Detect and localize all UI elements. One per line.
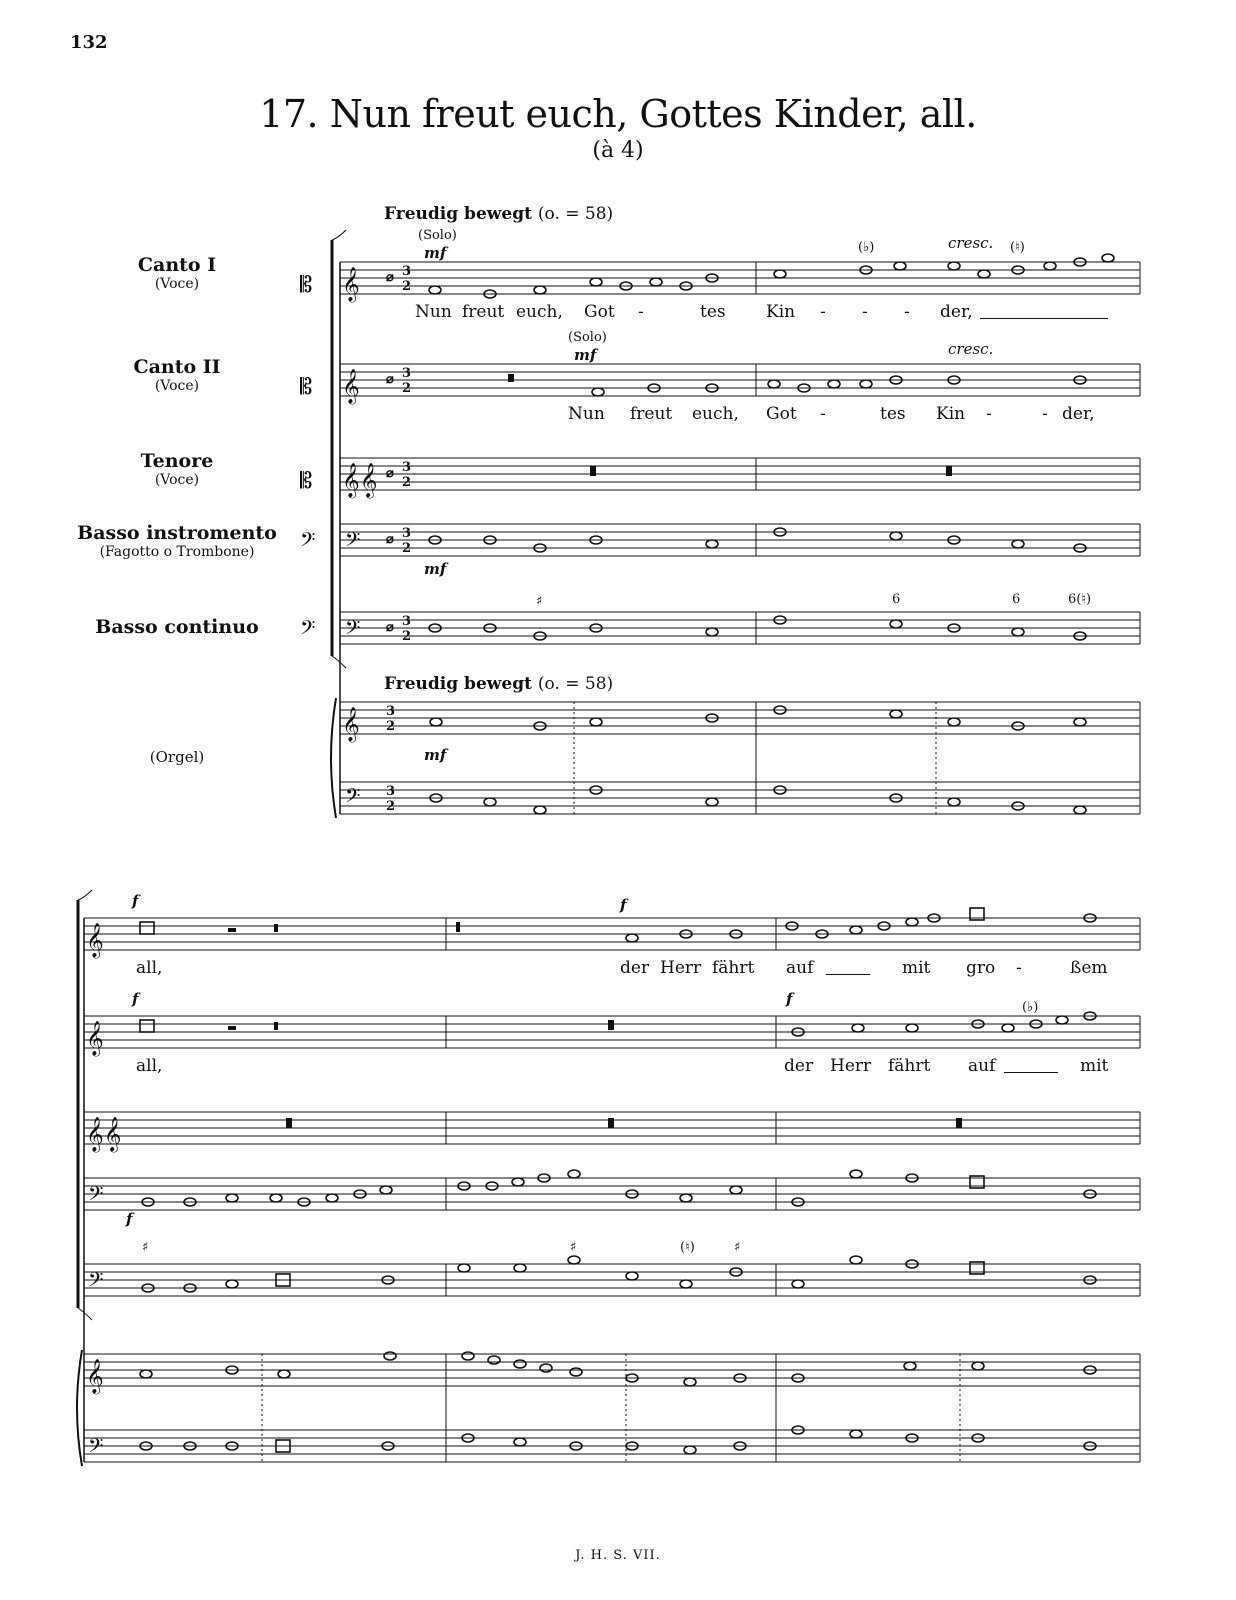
natural-marking-canto-1: (♮)	[1010, 240, 1025, 255]
svg-text:𝄞𝄞: 𝄞𝄞	[342, 463, 378, 498]
lyric-extender-c1	[980, 318, 1108, 319]
lyric-s1-c2-3: Got	[766, 404, 797, 424]
lyric-s1-c1-1: freut	[462, 302, 505, 322]
svg-text:𝄞: 𝄞	[342, 369, 360, 404]
svg-text:𝄡: 𝄡	[300, 469, 313, 494]
svg-text:3: 3	[402, 366, 412, 381]
flat-marking-canto-2: (♭)	[1022, 1000, 1039, 1015]
figure-6-natural: 6(♮)	[1068, 592, 1092, 607]
instrument-label-canto-1: Canto I (Voce)	[137, 254, 217, 292]
flat-marking-canto-1: (♭)	[858, 240, 875, 255]
instrument-label-organ: (Orgel)	[149, 748, 205, 766]
lyric-s2-c1-7: -	[1016, 958, 1022, 978]
staff-tenore	[340, 458, 1140, 490]
lyric-s1-c2-5: tes	[880, 404, 906, 424]
svg-text:𝄢: 𝄢	[88, 1434, 104, 1462]
figure-sharp-s2-b: ♯	[570, 1240, 577, 1255]
svg-text:𝄢: 𝄢	[345, 616, 361, 644]
lyric-s2-c1-8: ßem	[1070, 958, 1108, 978]
svg-text:3: 3	[386, 704, 396, 719]
svg-text:𝄡: 𝄡	[300, 273, 313, 298]
lyric-s2-c2-3: fährt	[888, 1056, 931, 1076]
piece-subtitle: (à 4)	[592, 138, 644, 163]
instrument-label-canto-2: Canto II (Voce)	[133, 356, 221, 394]
svg-text:𝄞𝄞: 𝄞𝄞	[86, 1117, 122, 1152]
staff-s2-canto-1	[84, 918, 1140, 950]
lyric-s1-c1-3: Got	[584, 302, 615, 322]
figure-sharp-s2-c: ♯	[734, 1240, 741, 1255]
instrument-label-basso-continuo: Basso continuo	[95, 616, 259, 638]
lyric-s1-c2-7: -	[986, 404, 992, 424]
svg-text:𝄢: 𝄢	[345, 784, 361, 812]
svg-text:2: 2	[402, 279, 412, 294]
svg-text:3: 3	[402, 264, 412, 279]
lyric-s2-c2-5: mit	[1080, 1056, 1109, 1076]
dynamic-f-canto-2-b: f	[786, 990, 793, 1008]
lyric-s1-c1-10: der,	[940, 302, 973, 322]
lyric-extender-s2-c1	[826, 974, 870, 975]
dynamic-f-canto-2: f	[132, 990, 139, 1008]
instrument-label-tenore: Tenore (Voce)	[140, 450, 214, 488]
lyric-s1-c2-1: freut	[630, 404, 673, 424]
publisher-footer: J. H. S. VII.	[575, 1548, 661, 1563]
tempo-text: Freudig bewegt	[384, 674, 532, 694]
lyric-s1-c1-2: euch,	[516, 302, 563, 322]
staff-s2-basso-instromento	[84, 1178, 1140, 1210]
tempo-metronome: (o. = 58)	[537, 204, 614, 224]
svg-text:⌀: ⌀	[386, 466, 394, 481]
lyric-s2-c1-0: all,	[136, 958, 163, 978]
piece-title: 17. Nun freut euch, Gottes Kinder, all.	[259, 92, 977, 136]
staff-canto-2	[340, 364, 1140, 396]
lyric-s2-c2-2: Herr	[830, 1056, 872, 1076]
lyric-s1-c1-4: -	[638, 302, 644, 322]
dynamic-f-canto-1-b: f	[620, 896, 627, 914]
dynamic-f-basso: f	[126, 1210, 133, 1228]
svg-text:𝄞: 𝄞	[86, 1359, 104, 1394]
svg-text:2: 2	[402, 475, 412, 490]
svg-text:2: 2	[402, 381, 412, 396]
svg-text:𝄢: 𝄢	[300, 528, 316, 556]
lyric-s1-c2-4: -	[820, 404, 826, 424]
lyric-s1-c1-5: tes	[700, 302, 726, 322]
solo-marking-canto-1: (Solo)	[418, 228, 457, 243]
tempo-metronome: (o. = 58)	[537, 674, 614, 694]
svg-text:2: 2	[386, 719, 396, 734]
lyric-s1-c1-8: -	[862, 302, 868, 322]
svg-text:2: 2	[402, 541, 412, 556]
svg-text:𝄞: 𝄞	[86, 1021, 104, 1056]
figure-natural-s2: (♮)	[680, 1240, 695, 1255]
figure-sharp-s2-a: ♯	[142, 1240, 149, 1255]
dynamic-mf-canto-2: mf	[574, 346, 597, 364]
svg-text:⌀: ⌀	[386, 270, 394, 285]
figure-6-a: 6	[892, 592, 901, 607]
cresc-canto-1: cresc.	[948, 234, 994, 252]
lyric-s2-c1-6: gro	[966, 958, 996, 978]
figure-sharp: ♯	[536, 594, 543, 609]
svg-text:𝄞: 𝄞	[342, 267, 360, 302]
svg-text:3: 3	[402, 526, 412, 541]
svg-text:⌀: ⌀	[386, 620, 394, 635]
lyric-s2-c1-1: der	[620, 958, 650, 978]
lyric-s1-c1-9: -	[904, 302, 910, 322]
svg-text:𝄢: 𝄢	[345, 528, 361, 556]
svg-text:⌀: ⌀	[386, 532, 394, 547]
svg-text:𝄞: 𝄞	[342, 707, 360, 742]
svg-text:𝄢: 𝄢	[300, 616, 316, 644]
lyric-s2-c1-3: fährt	[712, 958, 755, 978]
page-number: 132	[70, 32, 108, 53]
solo-marking-canto-2: (Solo)	[568, 330, 607, 345]
lyric-s1-c1-0: Nun	[415, 302, 452, 322]
lyric-s1-c1-7: -	[820, 302, 826, 322]
svg-text:2: 2	[402, 629, 412, 644]
staff-s2-basso-continuo	[84, 1264, 1140, 1296]
lyric-s1-c2-0: Nun	[568, 404, 605, 424]
svg-text:⌀: ⌀	[386, 372, 394, 387]
instrument-label-basso-instromento: Basso instromento (Fagotto o Trombone)	[77, 522, 277, 560]
dynamic-f-canto-1: f	[132, 892, 139, 910]
dynamic-mf-organ: mf	[424, 746, 447, 764]
svg-text:2: 2	[386, 799, 396, 814]
lyric-s1-c2-6: Kin	[936, 404, 966, 424]
lyric-s1-c2-2: euch,	[692, 404, 739, 424]
lyric-s1-c2-8: -	[1042, 404, 1048, 424]
lyric-extender-s2-c2	[1004, 1072, 1058, 1073]
svg-text:𝄢: 𝄢	[88, 1268, 104, 1296]
svg-text:𝄡: 𝄡	[300, 375, 313, 400]
lyric-s1-c2-9: der,	[1062, 404, 1095, 424]
dynamic-mf-canto-1: mf	[424, 244, 447, 262]
lyric-s2-c2-1: der	[784, 1056, 814, 1076]
figure-6-b: 6	[1012, 592, 1021, 607]
lyric-s2-c1-4: auf	[786, 958, 814, 978]
lyric-s1-c1-6: Kin	[766, 302, 796, 322]
lyric-s2-c2-4: auf	[968, 1056, 996, 1076]
lyric-s2-c2-0: all,	[136, 1056, 163, 1076]
svg-text:𝄞: 𝄞	[86, 923, 104, 958]
lyric-s2-c1-5: mit	[902, 958, 931, 978]
svg-text:𝄢: 𝄢	[88, 1182, 104, 1210]
dynamic-mf-basso: mf	[424, 560, 447, 578]
svg-text:3: 3	[386, 784, 396, 799]
tempo-text: Freudig bewegt	[384, 204, 532, 224]
svg-text:3: 3	[402, 460, 412, 475]
svg-text:3: 3	[402, 614, 412, 629]
lyric-s2-c1-2: Herr	[660, 958, 702, 978]
cresc-canto-2: cresc.	[948, 340, 994, 358]
